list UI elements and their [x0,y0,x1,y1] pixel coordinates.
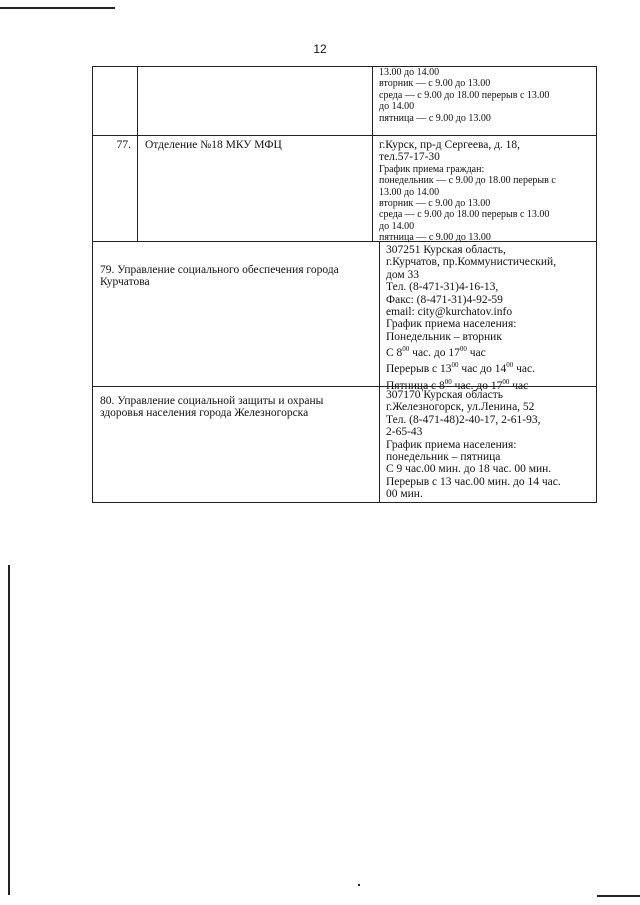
table-row-77 [93,135,596,244]
row-number: 77. [116,139,131,151]
address-line: до 14.00 [379,220,415,232]
organization-name-line: Курчатова [100,276,150,289]
address-line: email: city@kurchatov.info [386,306,513,319]
table-cell-name [138,136,373,241]
address-line: понедельник — с 9.00 до 18.00 перерыв с [379,175,556,187]
table-row-continuation [93,67,596,135]
table-cell-number [93,67,138,135]
page-number: 12 [313,42,327,56]
address-line: 307251 Курская область, [386,244,506,256]
address-line: 2-65-43 [386,426,423,439]
table-cell-name [138,67,373,135]
address-line: 307170 Курская область [386,389,503,401]
address-line: г.Курск, пр-д Сергеева, д. 18, [379,139,521,151]
schedule-friday-line: Пятница с $8^{00}$ час. до $17^{00}$ час [386,377,529,392]
address-line: Перерыв с 13 час.00 мин. до 14 час. [386,475,561,488]
address-line: График приема граждан: [379,163,485,175]
address-line: График приема населения: [386,318,517,331]
table-cell-address [373,67,596,135]
address-line: среда — с 9.00 до 18.00 перерыв с 13.00 [379,209,550,221]
organization-name-line: 80. Управление социальной защиты и охраны [100,395,324,407]
address-line: вторник — с 9.00 до 13.00 [379,198,491,210]
address-line: 13.00 до 14.00 [379,67,440,78]
organization-name-line: 79. Управление социального обеспечения города [100,264,339,276]
table-cell-name [93,242,380,386]
address-line: тел.57-17-30 [379,151,440,164]
organization-name: Отделение №18 МКУ МФЦ [145,139,282,151]
document-table [92,66,597,503]
table-cell-name [93,387,380,502]
address-line: среда — с 9.00 до 18.00 перерыв с 13.00 [379,89,550,101]
address-line: пятница — с 9.00 до 13.00 [379,232,491,244]
scan-edge-mark-top-left [0,7,115,9]
address-line: График приема населения: [386,438,517,451]
address-line: С 9 час.00 мин. до 18 час. 00 мин. [386,463,552,476]
organization-name-line: здоровья населения города Железногорска [100,407,309,420]
address-line: г.Железногорск, ул.Ленина, 52 [386,401,535,414]
table-cell-address [380,242,596,392]
table-row-79 [93,241,596,392]
schedule-break-line: Перерыв с $13^{00}$ час до $14^{00}$ час. [386,361,535,376]
address-line: Факс: (8-471-31)4-92-59 [386,293,503,306]
table-row-80 [93,386,596,502]
table-cell-number [93,136,138,241]
address-line: до 14.00 [379,101,415,113]
address-line: вторник — с 9.00 до 13.00 [379,78,491,90]
address-line: 13.00 до 14.00 [379,186,440,198]
address-line: г.Курчатов, пр.Коммунистический, [386,256,557,269]
scan-edge-mark-left [8,565,10,895]
address-line: Тел. (8-471-48)2-40-17, 2-61-93, [386,413,541,426]
address-line: Тел. (8-471-31)4-16-13, [386,281,499,294]
table-cell-address [373,136,596,244]
table-cell-address [380,387,596,502]
schedule-hours-line: С $8^{00}$ час. до $17^{00}$ час [386,345,486,360]
address-line: дом 33 [386,268,420,281]
address-line: пятница — с 9.00 до 13.00 [379,112,491,124]
scan-edge-mark-bottom-right [597,895,640,897]
address-line: Понедельник – вторник [386,330,502,343]
address-line: 00 мин. [386,488,423,501]
address-line: понедельник – пятница [386,451,501,464]
scan-speck [358,884,360,886]
